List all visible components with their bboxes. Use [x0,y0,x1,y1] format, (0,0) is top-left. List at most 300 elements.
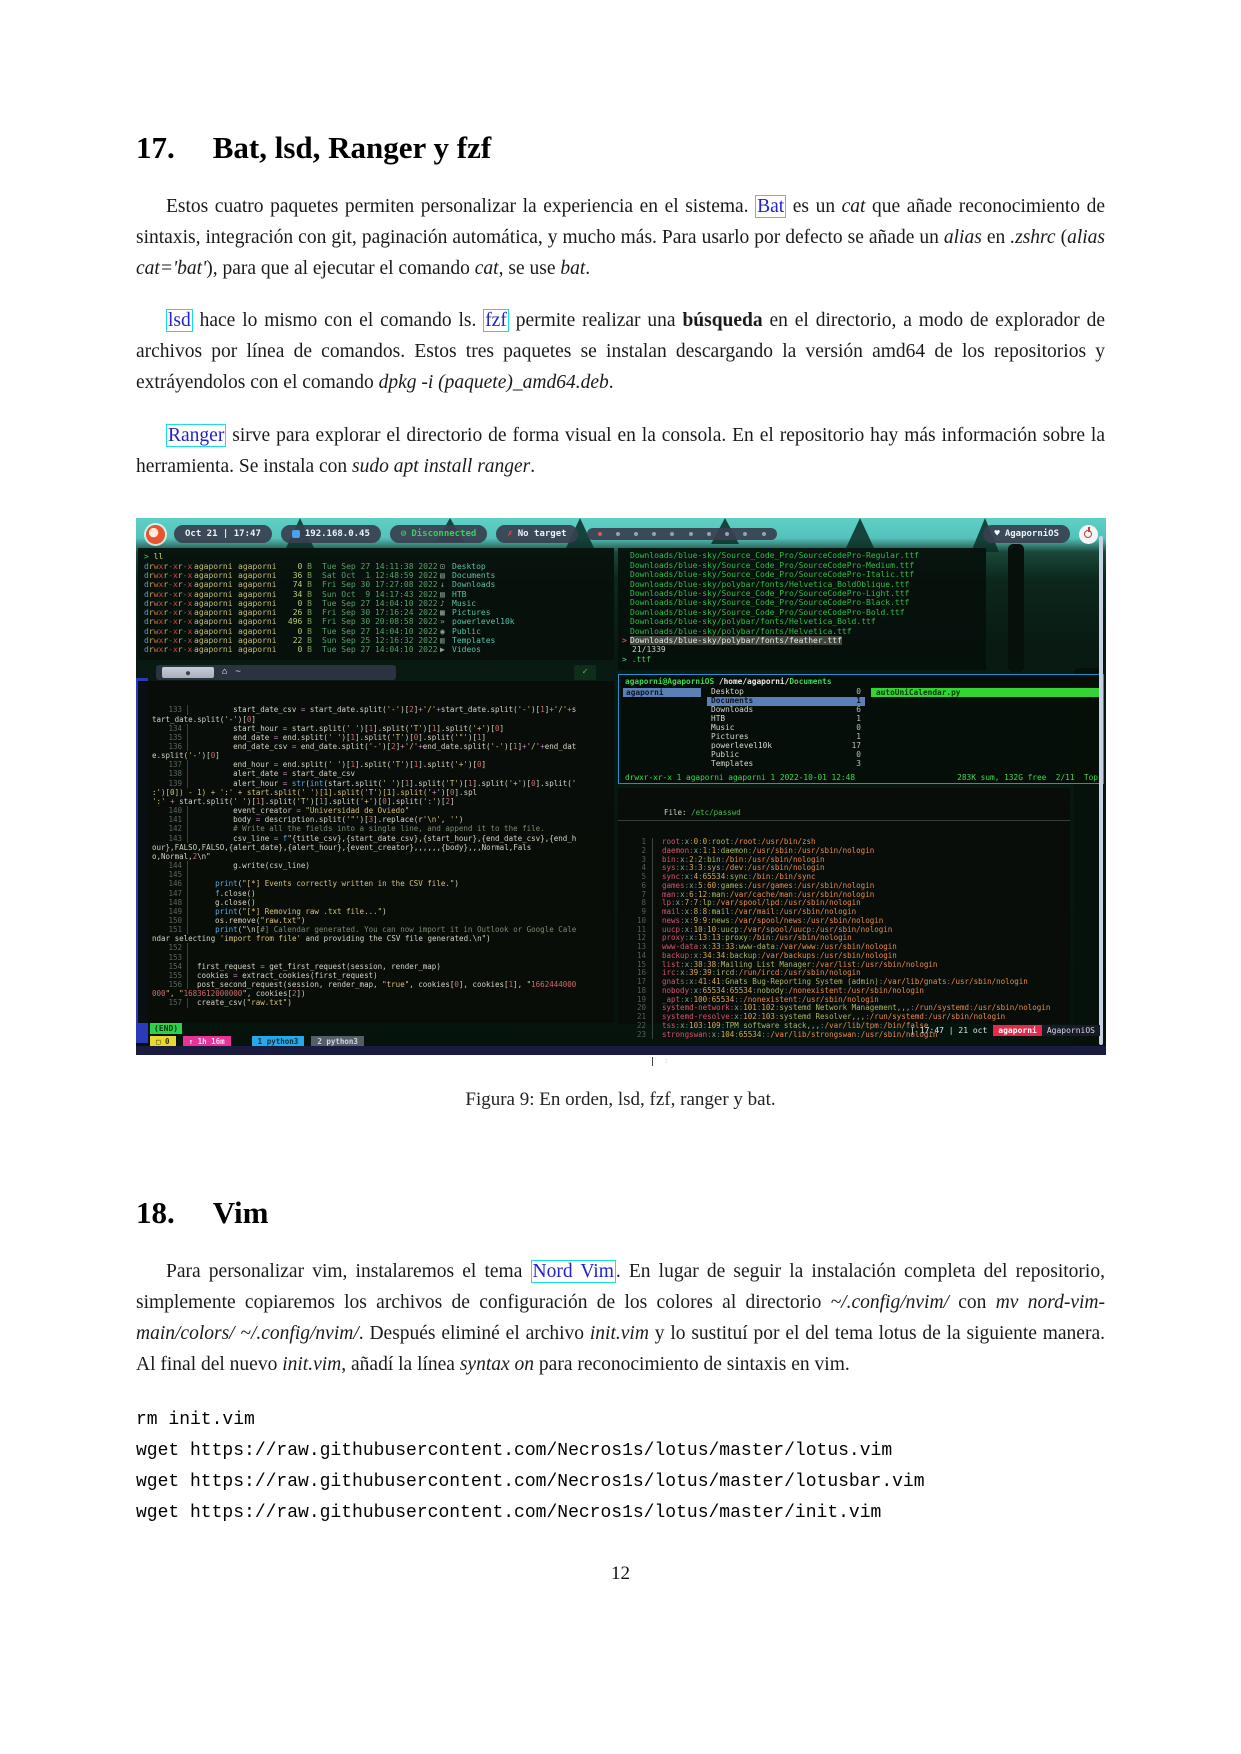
file-group: agaporni [238,636,277,646]
code-line: rm init.vim [136,1409,255,1430]
folder-name: Music [452,598,477,608]
folder-icon: ▥ [440,636,445,646]
path-tabbar[interactable] [156,665,396,680]
home-icon[interactable]: ⌂ [222,667,228,678]
workspace-dot[interactable] [725,532,729,536]
status-time: | 17:47 | 21 oct [910,1026,988,1036]
file-size: 22 B [292,636,312,646]
code-block [136,1405,1105,1529]
lsd-row [144,599,614,608]
ranger-path: /home/agaporni/ [714,677,790,687]
file-permissions: drwxr-xr-x [144,570,193,580]
code-line: 146 print("[*] Events correctly written in the CSV file.") [138,879,614,888]
dir-count: 6 [856,705,861,715]
code-line: 147 f.close() [138,889,614,898]
file-date: Tue Sep 27 14:04:10 2022 [322,626,438,636]
drop-icon: ● [185,668,191,677]
ranger-dir-list [707,688,865,768]
tmux-window-flag[interactable]: □ 0 [150,1036,176,1047]
status-user-badge: agaporni [993,1025,1042,1036]
workspace-dot[interactable] [689,532,693,536]
line-number: 2 [618,847,653,856]
line-number: 144 [152,861,188,870]
passwd-line: 19 _apt:x:100:65534::/nonexistent:/usr/sbin/nologin [618,996,1070,1005]
passwd-line: 6 games:x:5:60:games:/usr/games:/usr/sbin/nologin [618,882,1070,891]
passwd-line: 13 www-data:x:33:33:www-data:/var/www:/usr/sbin/nologin [618,943,1070,952]
file-owner: agaporni [194,617,233,627]
passwd-line: 17 gnats:x:41:41:Gnats Bug-Reporting System (admin):/var/lib/gnats:/usr/sbin/nologin [618,978,1070,987]
code-line: 151 print("\n[#] Calendar generated. You can now import it in Outlook or Google Cale [138,925,614,934]
ranger-preview-file[interactable]: autoUniCalendar.py [871,688,1103,697]
code-line: 157 create_csv("raw.txt") [138,998,614,1007]
polybar [146,523,1098,545]
section-title: Bat, lsd, Ranger y fzf [212,130,492,165]
file-owner: agaporni [194,645,233,655]
workspace-dot[interactable] [762,532,766,536]
code-line-wrap: tart_date.split('-')[0] [152,714,256,724]
file-permissions: drwxr-xr-x [144,589,193,599]
tmux-window-2[interactable]: 2 python3 [311,1036,364,1047]
fzf-result[interactable]: Downloads/blue-sky/polybar/fonts/Helvetica.ttf [622,627,986,636]
ranger-columns [619,687,1103,769]
passwd-line: 20 systemd-network:x:101:102:systemd Network Management,,,:/run/systemd:/usr/sbin/nologin [618,1004,1070,1013]
file-size: 496 B [287,617,312,627]
dir-count: 0 [856,722,861,732]
fzf-result[interactable]: Downloads/blue-sky/Source_Code_Pro/SourceCodePro-Black.ttf [622,598,986,607]
file-group: agaporni [238,645,277,655]
hyperlink[interactable]: lsd [168,310,191,332]
line-number: 21 [618,1013,653,1022]
dir-count: 17 [851,740,861,750]
line-number: 17 [618,978,653,987]
code-line-wrap: o,Normal,2\n" [152,851,211,861]
code-line: 138 alert_date = start_date_csv [138,769,614,778]
tmux-uptime[interactable]: ↑ 1h 16m [183,1036,231,1047]
line-number: 154 [152,962,188,971]
folder-icon: ↓ [440,580,445,590]
file-date: Fri Sep 30 17:27:08 2022 [322,580,438,590]
line-number: 155 [152,971,188,980]
line-number: 136 [152,742,188,751]
file-size: 36 B [292,570,312,580]
bat-file-label: File: [664,807,692,817]
passwd-line: 3 bin:x:2:2:bin:/bin:/usr/sbin/nologin [618,856,1070,865]
paragraph-4: Para personalizar vim, instalaremos el tema Nord Vim . En lugar de seguir la instalación completa del repositorio, simplemente copiaremos los archivos de configuración de los colores al directorio ~/.config/nvim/ con mv nord-vim-main/colors/ ~/.config/nvim/. Después eliminé el archivo init.vim y lo sustituí por el del tema lotus de la siguiente manera. Al final del nuevo init.vim, añadí la línea syntax on para reconocimiento de sintaxis en vim. [136,1261,1105,1375]
page-number: 12 [611,1562,630,1584]
brand-widget[interactable] [983,525,1070,543]
folder-name: Videos [452,645,481,655]
code-line [138,953,614,962]
code-line: 141 body = description.split('"')[3].replace(r'\n', '') [138,815,614,824]
bat-pager-row [618,1057,1070,1066]
line-number: 8 [618,899,653,908]
line-number: 9 [618,908,653,917]
fzf-pointer [622,608,630,617]
code-line: wget https://raw.githubusercontent.com/Necros1s/lotus/master/init.vim [136,1502,882,1523]
passwd-line: 11 uucp:x:10:10:uucp:/var/spool/uucp:/usr/sbin/nologin [618,926,1070,935]
check-icon: ✓ [582,667,588,678]
ranger-status-right: 283K sum, 132G free 2/11 Top [957,773,1098,783]
bat-header [618,806,1070,821]
line-number: 12 [618,934,653,943]
file-permissions: drwxr-xr-x [144,626,193,636]
passwd-line: 16 irc:x:39:39:ircd:/run/ircd:/usr/sbin/nologin [618,969,1070,978]
code-line: 148 g.close() [138,898,614,907]
passwd-line: 14 backup:x:34:34:backup:/var/backups:/usr/sbin/nologin [618,952,1070,961]
line-number: 156 [152,980,188,989]
file-group: agaporni [238,570,277,580]
folder-name: Desktop [452,561,486,571]
folder-icon: ▶ [440,645,445,655]
fzf-pointer [622,561,630,570]
hyperlink[interactable]: Nord Vim [532,1261,614,1283]
hyperlink[interactable]: Bat [757,196,785,217]
line-number: 143 [152,834,188,843]
line-number: 152 [152,943,188,952]
workspace-dot[interactable] [634,532,638,536]
dir-count: 0 [856,749,861,759]
folder-icon: ▨ [440,589,445,599]
folder-name: Documents [452,570,496,580]
file-group: agaporni [238,580,277,590]
file-date: Sat Oct 1 12:48:59 2022 [322,570,438,580]
line-number: 148 [152,898,188,907]
passwd-line: 21 systemd-resolve:x:102:103:systemd Resolver,,,:/run/systemd:/usr/sbin/nologin [618,1013,1070,1022]
line-number: 23 [618,1031,653,1040]
fzf-result[interactable]: Downloads/blue-sky/Source_Code_Pro/SourceCodePro-Light.ttf [622,589,986,598]
file-owner: agaporni [194,570,233,580]
folder-icon: ♪ [440,598,445,608]
file-size: 26 B [292,608,312,618]
file-permissions: drwxr-xr-x [144,580,193,590]
clock-label: Oct 21 | 17:47 [185,529,261,540]
dir-name: powerlevel10k [711,740,773,750]
ranger-title [619,675,1103,687]
code-line-wrap: ndar selecting 'import from file' and providing the CSV file generated.\n") [152,934,491,944]
heart-icon: ♥ [994,529,1000,540]
file-size: 0 B [297,626,312,636]
line-number: 141 [152,815,188,824]
brand-label: AgaporniOS [1004,529,1059,540]
passwd-line: 10 news:x:9:9:news:/var/spool/news:/usr/sbin/nologin [618,917,1070,926]
passwd-line: 9 mail:x:8:8:mail:/var/mail:/usr/sbin/nologin [618,908,1070,917]
folder-name: Templates [452,636,496,646]
code-line: wget https://raw.githubusercontent.com/Necros1s/lotus/master/lotus.vim [136,1440,893,1461]
line-number: 138 [152,769,188,778]
passwd-line: 7 man:x:6:12:man:/var/cache/man:/usr/sbin/nologin [618,891,1070,900]
hyperlink[interactable]: Ranger [168,424,225,446]
code-line [138,870,614,879]
file-permissions: drwxr-xr-x [144,598,193,608]
dir-name: HTB [711,714,726,724]
folder-name: Downloads [452,580,496,590]
file-owner: agaporni [194,636,233,646]
line-number: 16 [618,969,653,978]
ranger-current-dir: Documents [789,677,832,687]
section-18-heading [136,1111,1105,1231]
line-number: 150 [152,916,188,925]
line-number: 137 [152,760,188,769]
code-line: 142 # Write all the fields into a single line, and append it to the file. [138,824,614,833]
fzf-pointer [622,580,630,589]
fzf-pointer [622,617,630,626]
dir-name: Desktop [711,687,744,697]
dir-count: 1 [856,714,861,724]
line-number: 11 [618,926,653,935]
hyperlink[interactable]: fzf [485,310,507,332]
code-line: 133 start_date_csv = start_date.split('-')[2]+'/'+start_date.split('-')[1]+'/'+s [138,705,614,714]
dir-name: Public [711,749,740,759]
workspace-dot[interactable] [652,532,656,536]
line-number: 3 [618,856,653,865]
session-statusbar [910,1025,1100,1036]
file-owner: agaporni [194,626,233,636]
passwd-line: 2 daemon:x:1:1:daemon:/usr/sbin:/usr/sbin/nologin [618,847,1070,856]
section-number: 17. [136,130,175,165]
terminal-screenshot [136,518,1106,1065]
line-number: 20 [618,1004,653,1013]
section-17-heading [136,130,1105,166]
code-line: 144 g.write(csv_line) [138,861,614,870]
code-line: 136 end_date_csv = end_date.split('-')[2]+'/'+end_date.split('-')[1]+'/'+end_dat [138,742,614,751]
line-number: 149 [152,907,188,916]
tmux-window-1[interactable]: 1 python3 [252,1036,305,1047]
fzf-pointer [622,570,630,579]
paragraph-3: Ranger sirve para explorar el directorio de forma visual en la consola. En el repositorio hay más información sobre la herramienta. Se instala con sudo apt install ranger. [136,424,1105,477]
pager-prompt: : [664,1055,669,1065]
folder-icon: ▤ [440,570,445,580]
network-icon [292,530,300,538]
fzf-result[interactable]: > Downloads/blue-sky/polybar/fonts/feather.ttf [622,636,842,646]
folder-name: Pictures [452,608,491,618]
line-number: 19 [618,996,653,1005]
file-owner: agaporni [194,608,233,618]
line-number: 6 [618,882,653,891]
file-date: Tue Sep 27 14:04:10 2022 [322,645,438,655]
dir-name: Templates [711,758,754,768]
file-size: 0 B [297,645,312,655]
workspace-dot[interactable] [743,532,747,536]
ranger-parent-dir[interactable]: agaporni [623,688,701,697]
fzf-result[interactable]: Downloads/blue-sky/polybar/fonts/Helvetica_BoldOblique.ttf [622,580,986,589]
ranger-dir-entry[interactable] [707,760,865,769]
passwd-line: 22 tss:x:103:109:TPM software stack,,,:/var/lib/tpm:/bin/false [618,1022,1070,1031]
file-date: Sun Sep 25 12:16:32 2022 [322,636,438,646]
code-line: 156 post_second_request(session, render_map, "true", cookies[0], cookies[1], "1662444000 [138,980,614,989]
ranger-statusbar [625,773,1098,782]
ranger-status-left: drwxr-xr-x 1 agaporni agaporni 1 2022-10-01 12:48 [625,773,856,783]
file-date: Fri Sep 30 20:08:58 2022 [322,617,438,627]
clock-widget[interactable] [174,525,272,543]
lsd-row [144,608,614,617]
file-group: agaporni [238,589,277,599]
folder-name: HTB [452,589,467,599]
fzf-result[interactable]: Downloads/blue-sky/Source_Code_Pro/SourceCodePro-Medium.ttf [622,561,986,570]
fzf-result[interactable]: Downloads/blue-sky/Source_Code_Pro/SourceCodePro-Regular.ttf [622,551,986,560]
file-group: agaporni [238,608,277,618]
line-number: 18 [618,987,653,996]
folder-icon: » [440,617,445,627]
power-button[interactable] [1079,525,1098,544]
ranger-user: agaporni@AgaporniOS [625,677,715,687]
distro-logo-icon[interactable] [146,525,165,544]
vpn-icon: ⊘ [400,529,407,540]
workspace-dot[interactable] [598,532,602,536]
ip-label: 192.168.0.45 [304,529,370,540]
target-label: No target [517,529,567,540]
fzf-result[interactable]: Downloads/blue-sky/polybar/fonts/Helvetica_Bold.ttf [622,617,986,626]
fzf-pointer [622,627,630,636]
file-owner: agaporni [194,580,233,590]
lsd-row [144,627,614,636]
vpn-widget[interactable] [390,525,487,543]
line-number: 4 [618,864,653,873]
folder-icon: ⊡ [440,561,445,571]
status-host-badge: AgaporniOS [1042,1025,1100,1036]
workspace-dot[interactable] [670,532,674,536]
folder-icon: ▦ [440,608,445,618]
file-owner: agaporni [194,598,233,608]
file-permissions: drwxr-xr-x [144,561,193,571]
code-line-wrap: :')[0]) - 1) + ':' + start.split(' ')[1].split('T')[1].split('+')[0].spl [152,787,478,797]
dir-name: Downloads [711,705,754,715]
line-number: 153 [152,953,188,962]
file-size: 74 B [292,580,312,590]
fzf-pane [618,548,986,670]
tilde-icon[interactable]: ~ [235,667,241,678]
line-number: 145 [152,870,188,879]
dir-name: Music [711,722,735,732]
lsd-row [144,562,614,571]
dir-name: Documents [711,696,754,706]
line-number: 7 [618,891,653,900]
line-number: 142 [152,824,188,833]
code-line [138,943,614,952]
passwd-line: 18 nobody:x:65534:65534:nobody:/nonexistent:/usr/sbin/nologin [618,987,1070,996]
code-line: 150 os.remove("raw.txt") [138,916,614,925]
folder-name: powerlevel10k [452,617,515,627]
passwd-line: 4 sys:x:3:3:sys:/dev:/usr/sbin/nologin [618,864,1070,873]
tab-indicator [162,667,214,678]
section-title: Vim [212,1195,269,1231]
code-line: 149 print("[*] Removing raw .txt file...") [138,907,614,916]
line-number: 133 [152,705,188,714]
lsd-row [144,636,614,645]
bat-scrollbar[interactable] [1099,536,1103,1045]
workspace-dot[interactable] [616,532,620,536]
code-pager-pane [138,681,614,1023]
line-number: 5 [618,873,653,882]
lsd-row [144,571,614,580]
file-group: agaporni [238,598,277,608]
file-group: agaporni [238,617,277,627]
file-permissions: drwxr-xr-x [144,617,193,627]
check-badge [574,665,596,680]
passwd-line: 8 lp:x:7:7:lp:/var/spool/lpd:/usr/sbin/nologin [618,899,1070,908]
code-line-wrap: 000", "1683612000000", cookies[2]) [152,989,306,999]
workspace-dot[interactable] [707,532,711,536]
vpn-label: Disconnected [411,529,477,540]
passwd-line: 5 sync:x:4:65534:sync:/bin:/bin/sync [618,873,1070,882]
ip-widget[interactable] [281,525,381,543]
passwd-line: 23 strongswan:x:104:65534::/var/lib/strongswan:/usr/sbin/nologin [618,1031,1070,1040]
dir-count: 1 [856,696,861,706]
file-date: Tue Sep 27 14:11:38 2022 [322,561,438,571]
dir-count: 1 [856,731,861,741]
fzf-pointer [622,589,630,598]
bat-file-path: /etc/passwd [691,807,741,817]
file-date: Fri Sep 30 17:16:24 2022 [322,608,438,618]
fzf-result[interactable]: Downloads/blue-sky/Source_Code_Pro/SourceCodePro-Italic.ttf [622,570,986,579]
bat-lines [618,838,1070,1039]
code-line: 139 alert_hour = str(int(start.split(' ')[1].split('T')[1].split('+')[0].split(' [138,779,614,788]
file-group: agaporni [238,561,277,571]
code-line-wrap: e.split('-')[0] [152,751,220,761]
code-line: 137 end_hour = end.split(' ')[1].split('T')[1].split('+')[0] [138,760,614,769]
dir-count: 3 [856,758,861,768]
line-number: 151 [152,925,188,934]
file-permissions: drwxr-xr-x [144,608,193,618]
pager-end-marker: (END) [150,1023,182,1034]
bottom-strip [136,1046,1106,1055]
fzf-pointer: > [622,636,627,646]
file-owner: agaporni [194,561,233,571]
wallpaper-tree-trunk [1008,544,1024,672]
lsd-row [144,617,614,626]
file-date: Sun Oct 9 14:17:43 2022 [322,589,438,599]
lsd-row [144,645,614,654]
file-size: 0 B [297,561,312,571]
workspace-indicator[interactable] [587,528,777,540]
target-widget[interactable] [496,525,577,543]
code-line-wrap: our},FALSO,FALSO,{alert_date},{alert_hour},{event_creator},,,,,,{body},,,Normal,Fals [152,842,532,852]
file-group: agaporni [238,626,277,636]
dir-name: Pictures [711,731,749,741]
line-number: 139 [152,779,188,788]
code-line: wget https://raw.githubusercontent.com/Necros1s/lotus/master/lotusbar.vim [136,1471,925,1492]
folder-name: Public [452,626,481,636]
code-line: 140 event_creator = "Universidad de Oviedo" [138,806,614,815]
file-date: Tue Sep 27 14:04:10 2022 [322,598,438,608]
file-size: 34 B [292,589,312,599]
code-line: 155 cookies = extract_cookies(first_request) [138,971,614,980]
paragraph-2: lsd hace lo mismo con el comando ls. fzf permite realizar una búsqueda en el directorio, a modo de explorador de archivos por línea de comandos. Estos tres paquetes se instalan descargando la versión amd64 de los repositorios y extráyendolos con el comando dpkg -i (paquete)_amd64.deb. [136,310,1106,393]
passwd-line: 12 proxy:x:13:13:proxy:/bin:/usr/sbin/nologin [618,934,1070,943]
passwd-line: 15 list:x:38:38:Mailing List Manager:/var/list:/usr/sbin/nologin [618,961,1070,970]
fzf-counter: 21/1339 [632,645,666,655]
figure-caption: Figura 9: En orden, lsd, fzf, ranger y bat. [465,1089,776,1111]
lsd-pane [138,548,614,660]
fzf-pointer [622,551,630,560]
line-number: 13 [618,943,653,952]
fzf-query-input[interactable]: > .ttf [622,654,651,664]
no-target-icon: ✗ [507,529,513,540]
code-line-wrap: ':' + start.split(' ')[1].split('T')[1].split('+')[0].split(':')[2] [152,796,455,806]
line-number: 14 [618,952,653,961]
lsd-row [144,580,614,589]
lsd-row [144,590,614,599]
line-number: 157 [152,998,188,1007]
line-number: 22 [618,1022,653,1031]
file-permissions: drwxr-xr-x [144,636,193,646]
file-permissions: drwxr-xr-x [144,645,193,655]
passwd-line: 1 root:x:0:0:root:/root:/usr/bin/zsh [618,838,1070,847]
file-owner: agaporni [194,589,233,599]
fzf-result[interactable]: Downloads/blue-sky/Source_Code_Pro/SourceCodePro-Bold.ttf [622,608,986,617]
line-number: 140 [152,806,188,815]
shell-prompt: > ll [144,552,164,562]
ranger-dir-entry[interactable] [707,706,865,715]
